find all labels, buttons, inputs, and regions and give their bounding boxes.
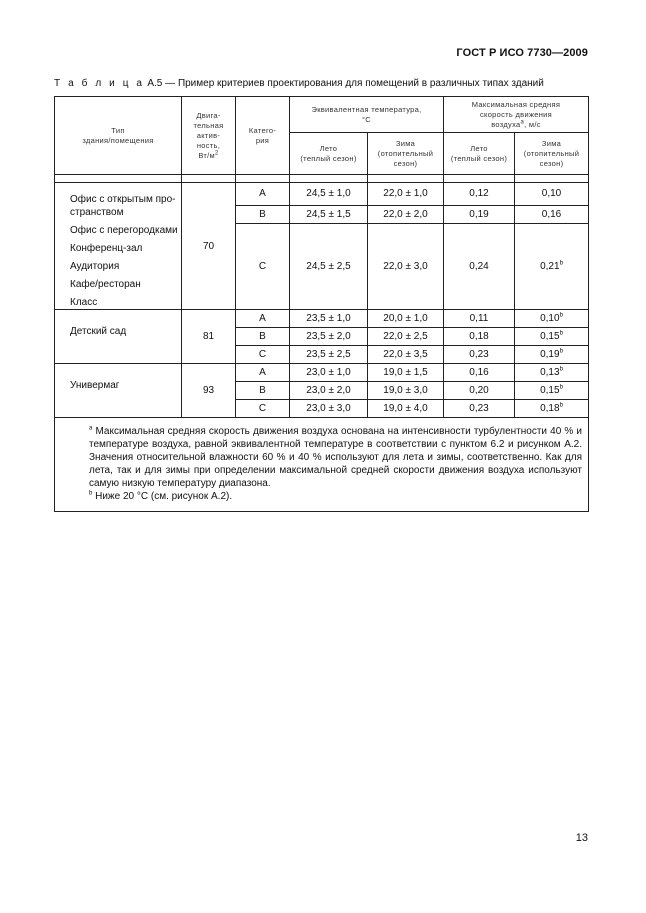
footnote-ref: b: [559, 260, 563, 267]
footnote-ref: b: [559, 312, 563, 319]
temp-winter-cell: 22,0 ± 3,0: [368, 223, 444, 309]
temp-winter-cell: 19,0 ± 3,0: [368, 382, 444, 400]
building-type-name: Конференц-зал: [70, 243, 143, 254]
temp-summer-cell: 24,5 ± 1,5: [290, 205, 368, 223]
speed-winter-cell: [515, 400, 589, 418]
temp-summer-cell: 24,5 ± 1,0: [290, 183, 368, 206]
building-type-name: Кафе/ресторан: [70, 279, 141, 290]
temp-summer-cell: 23,0 ± 3,0: [290, 400, 368, 418]
speed-summer-cell: 0,19: [444, 205, 515, 223]
table-row: [55, 310, 589, 328]
table-caption: [54, 78, 544, 89]
speed-summer-cell: 0,23: [444, 346, 515, 364]
header-speed-summer: Лето (теплый сезон): [444, 133, 515, 175]
speed-summer-cell: 0,18: [444, 328, 515, 346]
activity-cell: 81: [182, 310, 236, 364]
temp-summer-cell: 23,5 ± 1,0: [290, 310, 368, 328]
building-type-cell: [55, 183, 182, 310]
temp-winter-cell: 19,0 ± 1,5: [368, 364, 444, 382]
temp-winter-cell: 22,0 ± 1,0: [368, 183, 444, 206]
speed-winter-cell: [515, 205, 589, 223]
temp-summer-cell: 23,5 ± 2,5: [290, 346, 368, 364]
footnote-b-mark: b: [89, 490, 93, 497]
header-activity: Двига- тельная актив- ность, $Вт/м^2$: [182, 97, 236, 175]
document-code: ГОСТ Р ИСО 7730—2009: [456, 47, 588, 59]
category-cell: B: [236, 328, 290, 346]
footnote-a: [61, 425, 582, 490]
footnote-b: [61, 490, 582, 503]
caption-number: А.5: [147, 78, 163, 89]
table-row: [55, 364, 589, 382]
header-category: Катего- рия: [236, 97, 290, 175]
page-number: 13: [575, 832, 588, 844]
temp-winter-cell: 22,0 ± 2,0: [368, 205, 444, 223]
footnote-a-text: Максимальная средняя скорость движения воздуха основана на интенсивности турбулентности 40 % и температуре воздуха, равной эквивалентной температуре в соответствии с пунктом 6.2 и рисунком А.2. Значения относительной влажности 60 % и 40 % используют для лета и зимы, соответственно. Как для лета, так и для зимы при определении максимальной средней скорости движения воздуха используют самую низкую температуру диапазона.: [89, 426, 583, 489]
footnote-ref: b: [559, 348, 563, 355]
activity-cell: 93: [182, 364, 236, 418]
caption-dash: —: [165, 78, 176, 89]
category-cell: A: [236, 183, 290, 206]
speed-winter-value: 0,19: [540, 349, 560, 360]
header-spacer-row: [55, 175, 589, 183]
building-type-name: Детский сад: [70, 326, 127, 337]
footnote-a-mark: a: [89, 425, 93, 432]
speed-summer-cell: 0,16: [444, 364, 515, 382]
footnote-ref: b: [559, 384, 563, 391]
speed-winter-cell: [515, 310, 589, 328]
category-cell: A: [236, 364, 290, 382]
building-type-name: Класс: [70, 297, 98, 308]
speed-winter-cell: [515, 223, 589, 309]
temp-summer-cell: 24,5 ± 2,5: [290, 223, 368, 309]
speed-summer-cell: 0,11: [444, 310, 515, 328]
speed-summer-cell: 0,12: [444, 183, 515, 206]
temp-winter-cell: 22,0 ± 2,5: [368, 328, 444, 346]
building-type-name: Универмаг: [70, 380, 120, 391]
footnotes: [55, 418, 589, 512]
speed-winter-value: 0,18: [540, 403, 560, 414]
header-building-type: Тип здания/помещения: [55, 97, 182, 175]
speed-winter-value: 0,13: [540, 367, 560, 378]
temp-summer-cell: 23,0 ± 1,0: [290, 364, 368, 382]
header-temp-winter: Зима (отопительный сезон): [368, 133, 444, 175]
temp-summer-cell: 23,5 ± 2,0: [290, 328, 368, 346]
speed-summer-cell: 0,23: [444, 400, 515, 418]
temp-winter-cell: 19,0 ± 4,0: [368, 400, 444, 418]
speed-winter-cell: [515, 382, 589, 400]
category-cell: A: [236, 310, 290, 328]
category-cell: B: [236, 205, 290, 223]
footnote-b-text: Ниже 20 °С (см. рисунок А.2).: [95, 491, 233, 502]
footnote-ref: b: [559, 366, 563, 373]
temp-winter-cell: 22,0 ± 3,5: [368, 346, 444, 364]
speed-winter-value: 0,16: [541, 208, 562, 220]
temp-summer-cell: 23,0 ± 2,0: [290, 382, 368, 400]
caption-title: Пример критериев проектирования для помещений в различных типах зданий: [177, 78, 544, 89]
category-cell: C: [236, 223, 290, 309]
speed-winter-value: 0,15: [540, 385, 560, 396]
building-type-name: Аудитория: [70, 261, 120, 272]
speed-winter-value: 0,21: [540, 260, 560, 272]
header-temp-summer: Лето (теплый сезон): [290, 133, 368, 175]
footnote-ref: b: [559, 330, 563, 337]
speed-summer-cell: 0,20: [444, 382, 515, 400]
speed-winter-cell: [515, 328, 589, 346]
footnote-row: [55, 418, 589, 512]
speed-winter-cell: [515, 183, 589, 206]
category-cell: C: [236, 346, 290, 364]
speed-winter-value: 0,15: [540, 331, 560, 342]
speed-winter-value: 0,10: [541, 188, 562, 200]
table-row: [55, 183, 589, 206]
speed-summer-cell: 0,24: [444, 223, 515, 309]
category-cell: B: [236, 382, 290, 400]
building-type-name: Офис с открытым про-странством: [70, 194, 176, 218]
caption-label: Т а б л и ц а: [54, 78, 145, 89]
building-type-cell: [55, 310, 182, 364]
speed-winter-cell: [515, 364, 589, 382]
design-criteria-table: [54, 96, 589, 512]
building-type-cell: [55, 364, 182, 418]
header-equivalent-temperature: Эквивалентная температура, °С: [290, 97, 444, 133]
header-speed-winter: Зима (отопительный сезон): [515, 133, 589, 175]
speed-winter-cell: [515, 346, 589, 364]
activity-cell: 70: [182, 183, 236, 310]
building-type-name: Офис с перегородками: [70, 225, 178, 236]
category-cell: C: [236, 400, 290, 418]
speed-winter-value: 0,10: [540, 313, 560, 324]
footnote-ref: b: [559, 402, 563, 409]
temp-winter-cell: 20,0 ± 1,0: [368, 310, 444, 328]
header-max-air-speed: Максимальная средняя скорость движения воздуха$^a$, м/с: [444, 97, 589, 133]
